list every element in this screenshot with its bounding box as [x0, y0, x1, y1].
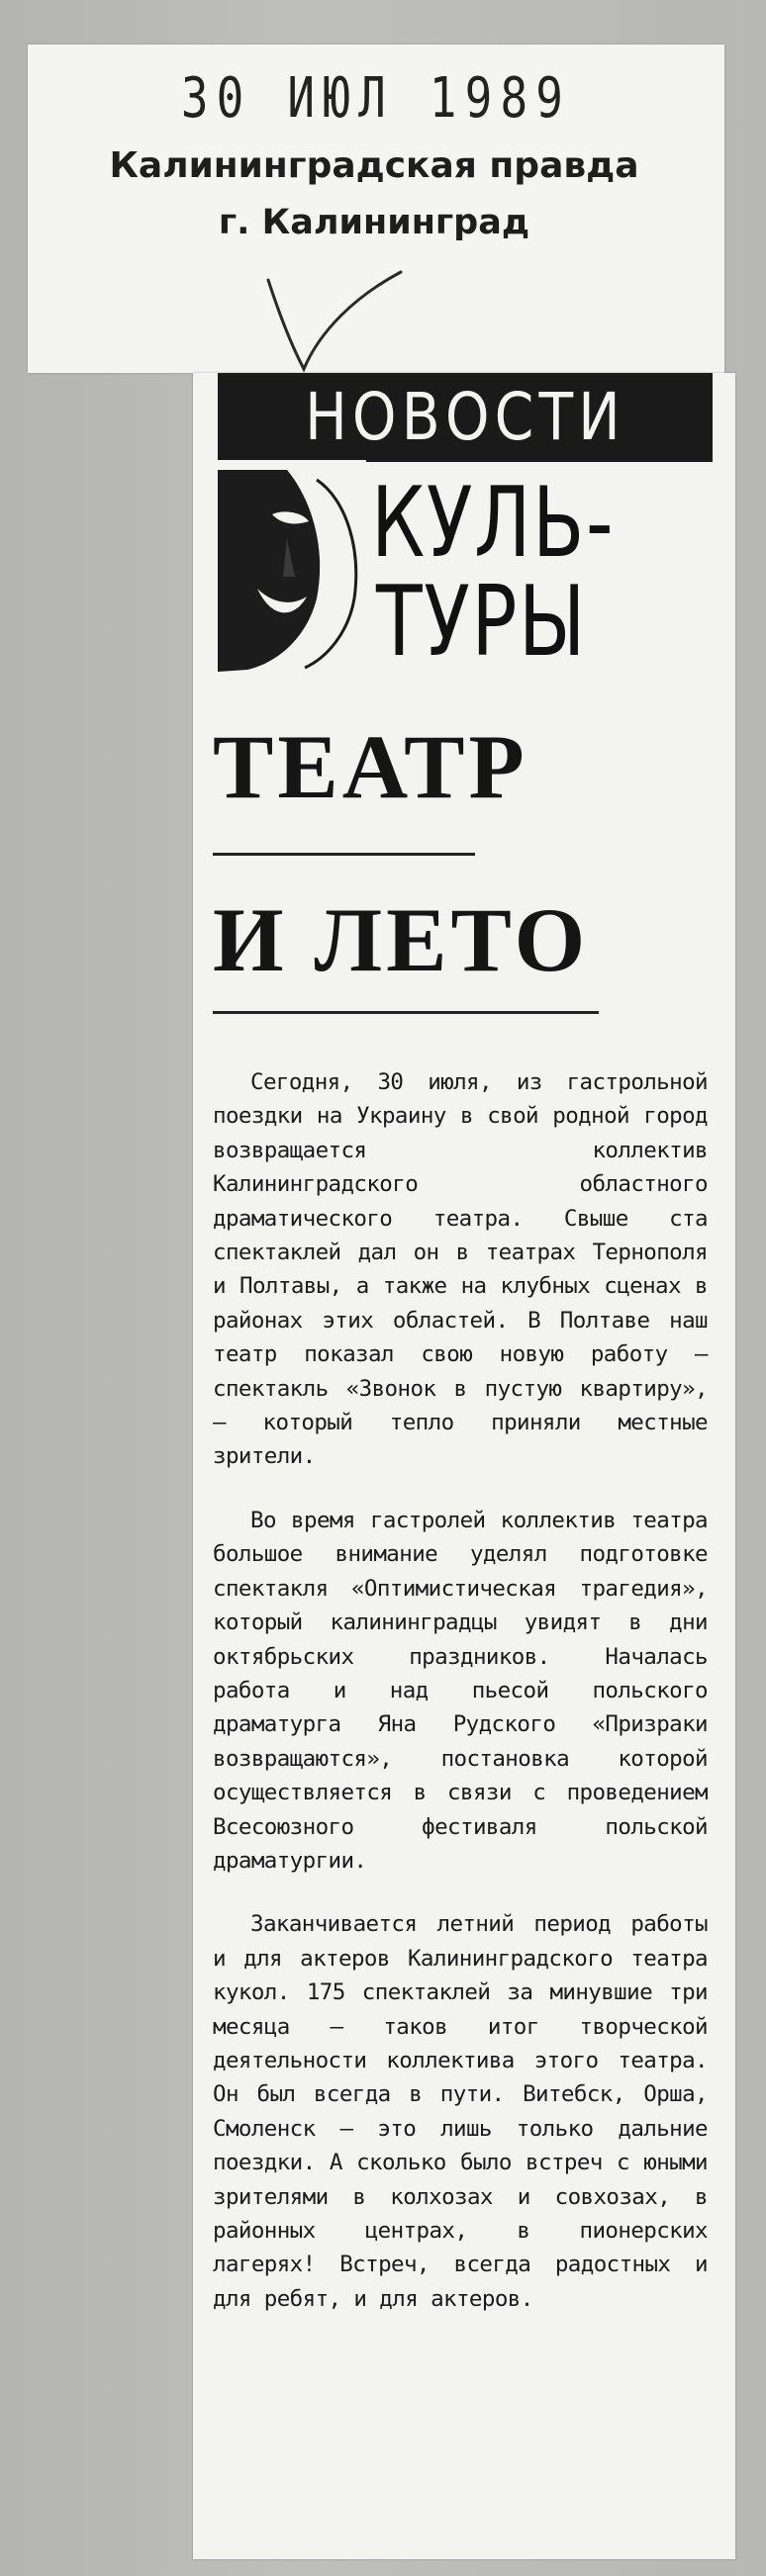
article-paragraph: Сегодня, 30 июля, из гастрольной поездки на Украину в свой родной город возвращается коллектив Калининградского областного драматического театра. Свыше ста спектаклей дал он в театрах Тернополя и Полтавы, а также на клубных сценах в районах этих областей. В Полтаве наш театр показал свою новую работу — спектакль «Звонок в пустую квартиру», — который тепло приняли местные зрители.: [213, 1069, 708, 1470]
headline-rule-1: [213, 853, 475, 856]
article-body: [213, 1065, 708, 2346]
newspaper-clipping: [193, 373, 735, 2559]
article-paragraph: Заканчивается летний период работы и для актеров Калининградского театра кукол. 175 спектаклей за минувшие три месяца — таков итог творческой деятельности коллектива этого театра. Он был всегда в пути. Витебск, Орша, Смоленск — это лишь только дальние поездки. А сколько было встреч с юными зрителями в колхозах и совхозах, в районных центрах, в пионерских лагерях! Встреч, всегда радостных и для ребят, и для актеров.: [213, 1911, 708, 2312]
archive-stamp: [28, 45, 724, 373]
stamp-city: г. Калининград: [218, 203, 530, 242]
headline-line-2: И ЛЕТО: [213, 889, 590, 990]
headline-line-1: ТЕАТР: [213, 716, 528, 817]
stamp-newspaper-name: Калининградская правда: [109, 145, 639, 186]
rubric-title-news: НОВОСТИ: [305, 379, 625, 455]
rubric-header: [218, 373, 713, 690]
theatre-mask-icon: [218, 460, 366, 678]
rubric-title-culture-part1: КУЛЬ-: [371, 467, 616, 580]
handwritten-checkmark-icon: [260, 262, 409, 381]
rubric-title-culture-part2: ТУРЫ: [376, 566, 588, 679]
article-paragraph: Во время гастролей коллектив театра большое внимание уделял подготовке спектакля «Оптимистическая трагедия», который калининградцы увидят в дни октябрьских праздников. Началась работа и над пьесой польского драматурга Яна Рудского «Призраки возвращаются», постановка которой осуществляется в связи с проведением Всесоюзного фестиваля польской драматургии.: [213, 1507, 708, 1874]
stamp-date: 30 ИЮЛ 1989: [180, 66, 572, 131]
headline-rule-2: [213, 1011, 599, 1014]
